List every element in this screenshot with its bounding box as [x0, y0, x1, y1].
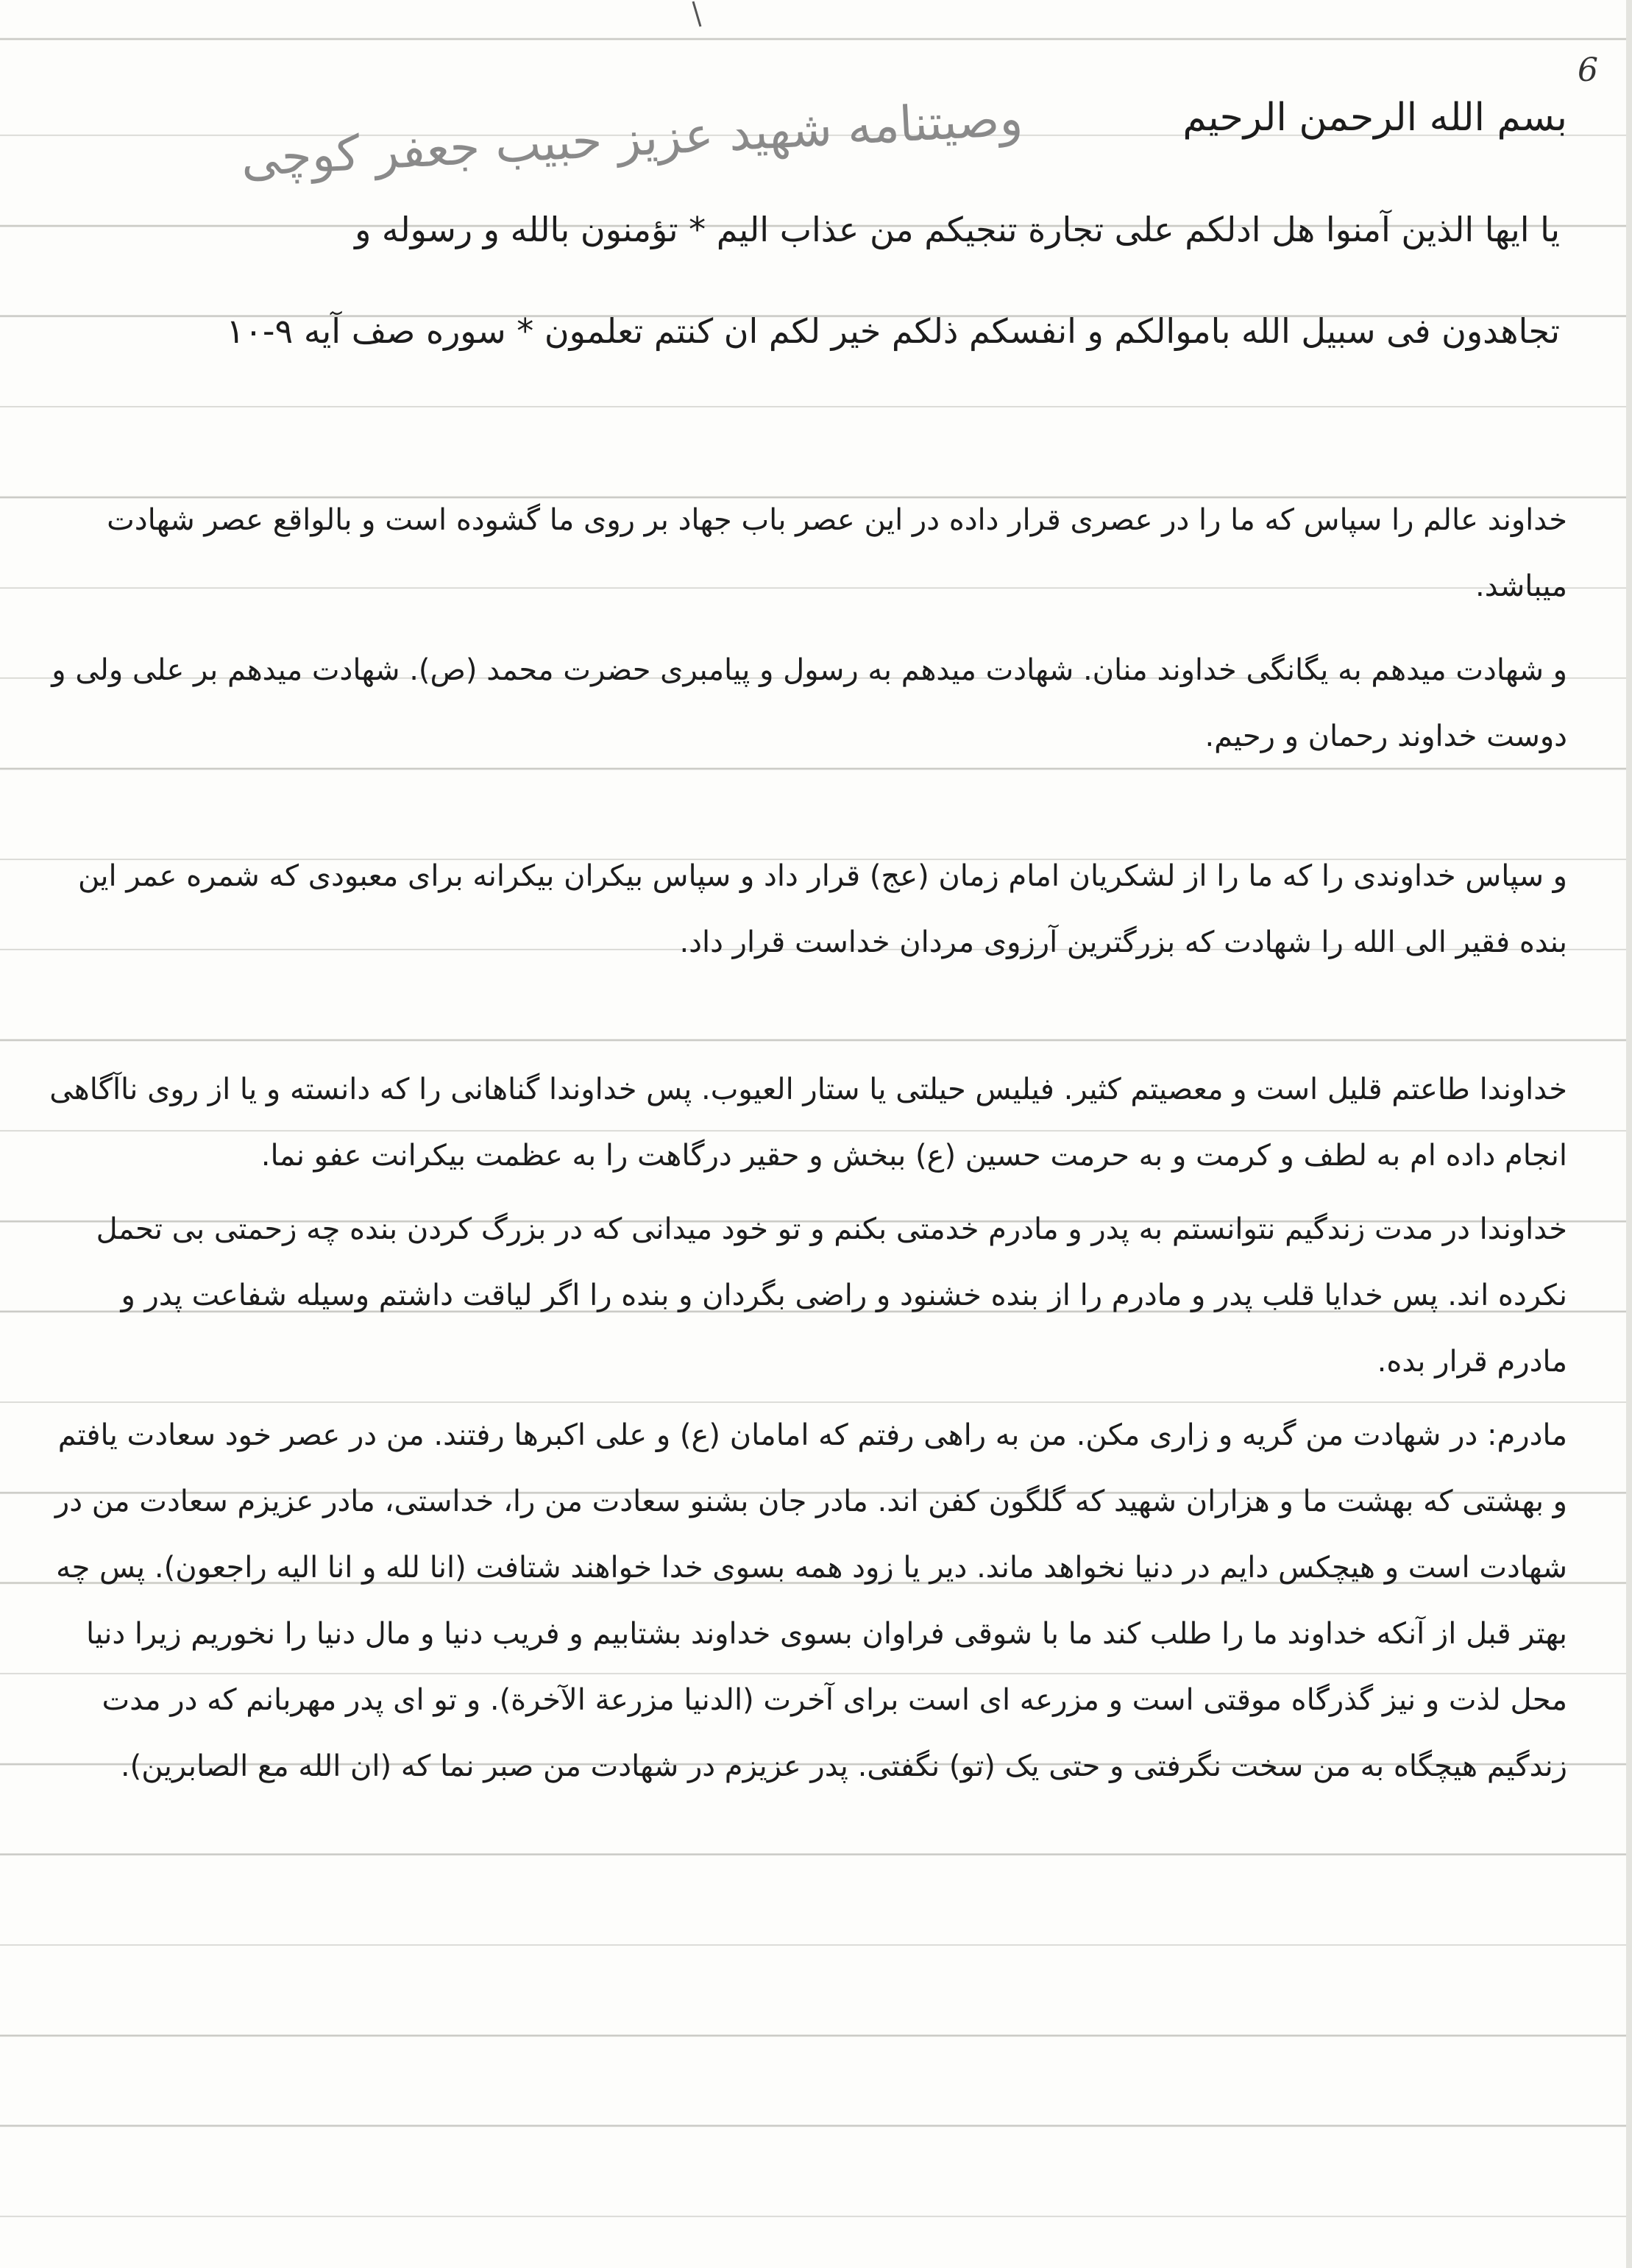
basmala: بسم الله الرحمن الرحیم	[1182, 96, 1567, 140]
paragraph-forgiveness: خداوندا طاعتم قلیل است و معصیتم کثیر. فیلیس حیلتی یا ستار العیوب. پس خداوندا گناهانی را که دانسته و یا از روی ناآگاهی انجام داده ام به لطف و کرمت و به حرمت حسین (ع) ببخش و حقیر درگاهت را به عظمت بیکرانت عفو نما.	[49, 1073, 1567, 1173]
page-number: 6	[1578, 51, 1598, 89]
paragraph-parents: خداوندا در مدت زندگیم نتوانستم به پدر و مادرم خدمتی بکنم و تو خود میدانی که در بزرگ کردن بنده چه زحمتی بی تحمل نکرده اند. پس خدایا قلب پدر و مادرم را از بنده خشنود و راضی بگردان و بنده را اگر لیاقت داشتم وسیله شفاعت پدر و مادرم قرار بده.	[96, 1212, 1567, 1379]
paragraph-thanks: و سپاس خداوندی را که ما را از لشکریان امام زمان (عج) قرار داد و سپاس بیکران بیکرانه برای معبودی که شمره عمر این بنده فقیر الی الله را شهادت که بزرگترین آرزوی مردان خداست قرار داد.	[77, 859, 1567, 959]
paragraph-gratitude: خداوند عالم را سپاس که ما را در عصری قرار داده در این عصر باب جهاد بر روی ما گشوده است و بالواقع عصر شهادت میباشد.	[107, 503, 1567, 603]
page-edge	[1626, 0, 1632, 2268]
page-title: وصیتنامه شهید عزیز حبیب جعفر کوچی	[239, 90, 1024, 188]
paragraph-testimony: و شهادت میدهم به یگانگی خداوند منان. شهادت میدهم به رسول و پیامبری حضرت محمد (ص). شهادت میدهم بر علی ولی و دوست خداوند رحمان و رحیم.	[52, 653, 1567, 753]
title-row	[29, 81, 1582, 188]
paragraph-mother-father: مادرم: در شهادت من گریه و زاری مکن. من به راهی رفتم که امامان (ع) و علی اکبرها رفتند. من در عصر خود سعادت یافتم و بهشتی که بهشت ما و هزاران شهید که گلگون کفن اند. مادر جان بشنو سعادت من را، خداستی، مادر عزیزم سعادت من در شهادت است و هیچکس دایم در دنیا نخواهد ماند. دیر یا زود همه بسوی خدا خواهند شتافت (انا لله و انا الیه راجعون). پس چه بهتر قبل از آنکه خداوند ما را طلب کند ما با شوقی فراوان بسوی خداوند بشتابیم و فریب دنیا و مال دنیا را نخوریم زیرا دنیا محل لذت و نیز گذرگاه موقتی است و مزرعه ای است برای آخرت (الدنیا مزرعة الآخرة). و تو ای پدر مهربانم که در مدت زندگیم هیچگاه به من سخت نگرفتی و حتی یک (تو) نگفتی. پدر عزیزم در شهادت من صبر نما که (ان الله مع الصابرین).	[54, 1418, 1567, 1783]
pen-mark	[692, 0, 702, 29]
quran-verse-line-2: تجاهدون فی سبیل الله باموالکم و انفسکم ذلکم خیر لکم ان کنتم تعلمون * سوره صف آیه ۹-۱۰	[226, 311, 1560, 351]
quran-verse-line-1: یا ایها الذین آمنوا هل ادلکم علی تجارة تنجیکم من عذاب الیم * تؤمنون بالله و رسوله و	[355, 210, 1560, 249]
handwritten-will	[29, 81, 1582, 1799]
